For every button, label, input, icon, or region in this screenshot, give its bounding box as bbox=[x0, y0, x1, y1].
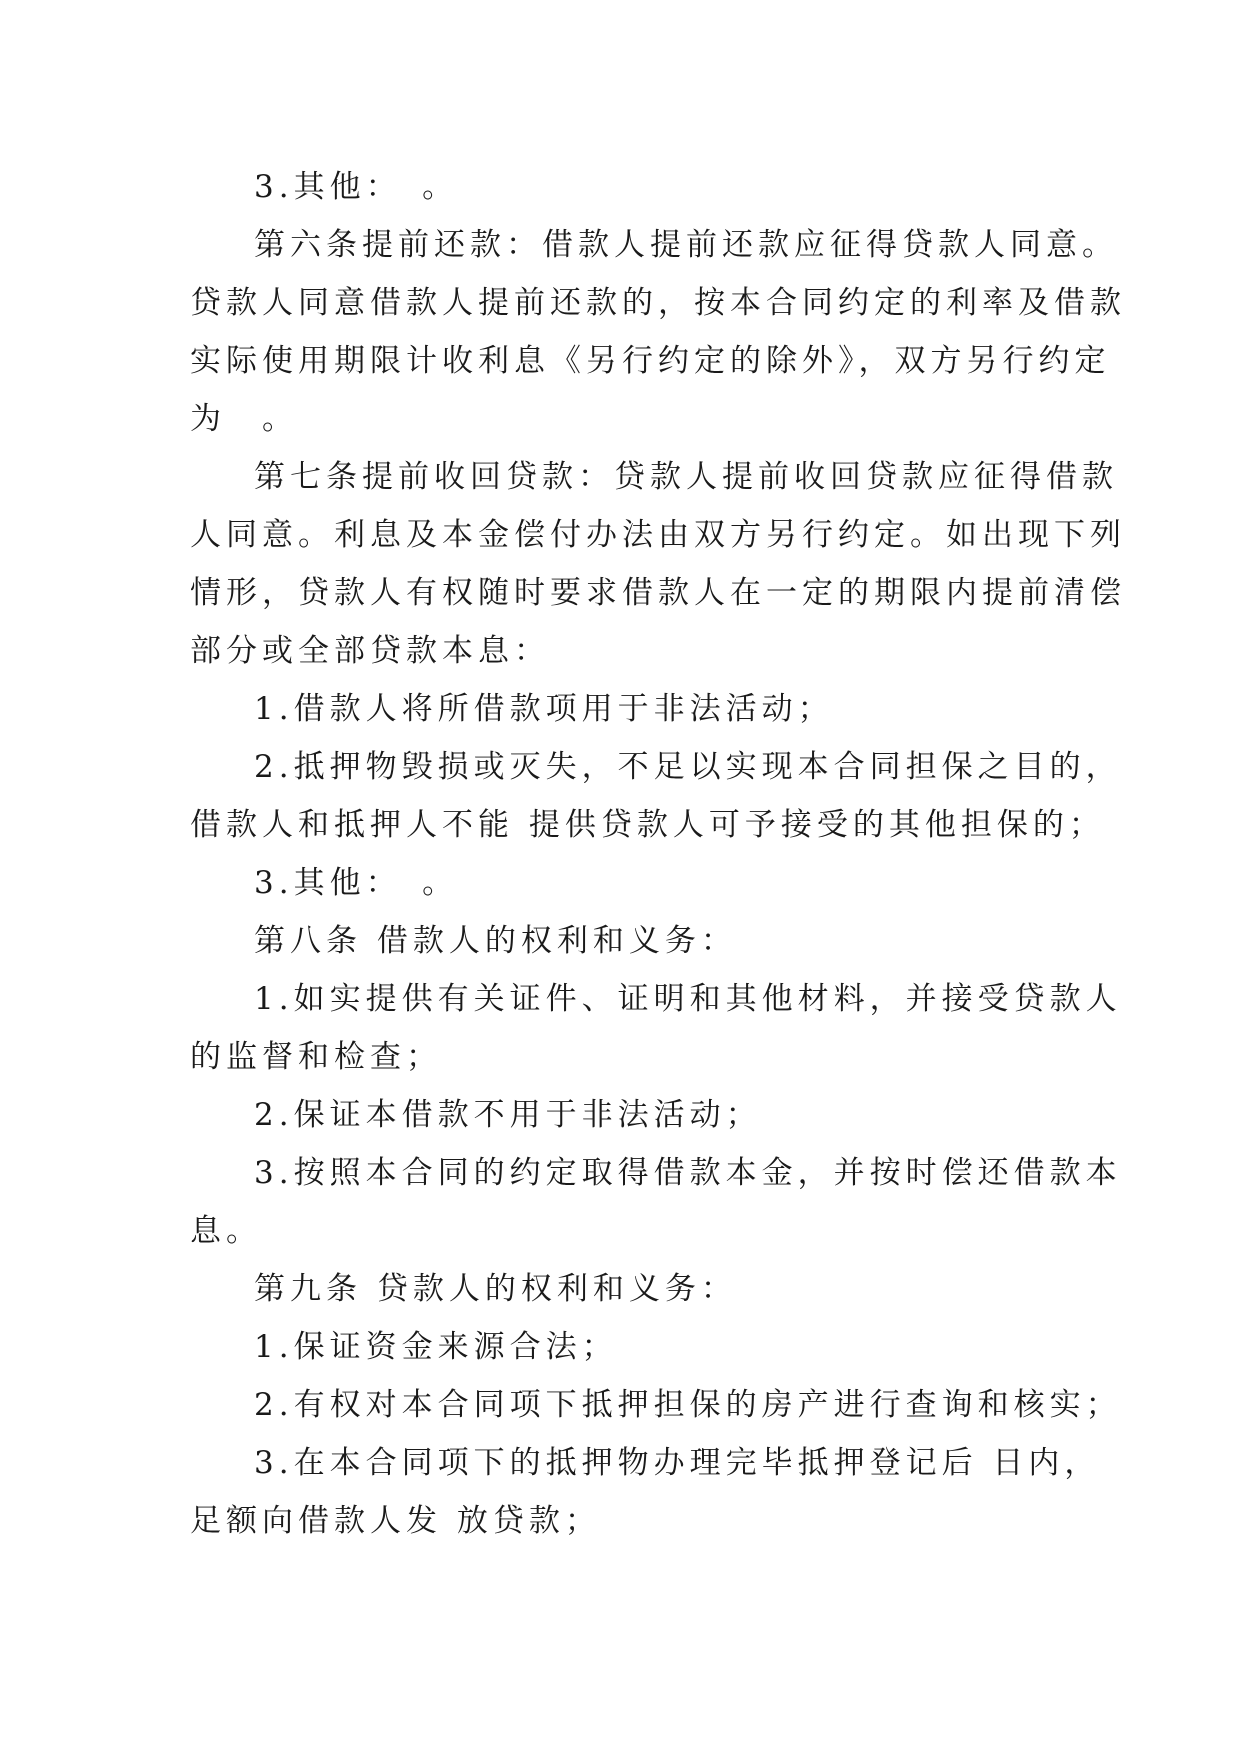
text-line: 3.其他： 。 bbox=[254, 169, 459, 205]
document-body bbox=[190, 158, 1126, 1550]
text-line: 第七条提前收回贷款：贷款人提前收回贷款应征得借款 bbox=[254, 459, 1118, 495]
text-line: 为 。 bbox=[190, 401, 298, 437]
text-line: 3.在本合同项下的抵押物办理完毕抵押登记后 日内， bbox=[254, 1445, 1101, 1481]
text-line: 借款人和抵押人不能 提供贷款人可予接受的其他担保的； bbox=[190, 807, 1105, 843]
text-line: 情形，贷款人有权随时要求借款人在一定的期限内提前清偿 bbox=[190, 575, 1126, 611]
text-line: 1.借款人将所借款项用于非法活动； bbox=[254, 691, 834, 727]
text-line: 的监督和检查； bbox=[190, 1039, 442, 1075]
text-line: 1.如实提供有关证件、证明和其他材料，并接受贷款人 bbox=[254, 981, 1122, 1017]
text-line: 3.按照本合同的约定取得借款本金，并按时偿还借款本 bbox=[254, 1155, 1122, 1191]
text-line: 2.保证本借款不用于非法活动； bbox=[254, 1097, 762, 1133]
text-line: 足额向借款人发 放贷款； bbox=[190, 1503, 601, 1539]
text-line: 部分或全部贷款本息： bbox=[190, 633, 550, 669]
text-line: 第八条 借款人的权利和义务： bbox=[254, 923, 737, 959]
text-line: 3.其他： 。 bbox=[254, 865, 459, 901]
text-line: 实际使用期限计收利息《另行约定的除外》，双方另行约定 bbox=[190, 343, 1111, 379]
text-line: 第六条提前还款：借款人提前还款应征得贷款人同意。 bbox=[254, 227, 1118, 263]
text-line: 贷款人同意借款人提前还款的，按本合同约定的利率及借款 bbox=[190, 285, 1126, 321]
text-line: 2.有权对本合同项下抵押担保的房产进行查询和核实； bbox=[254, 1387, 1122, 1423]
text-line: 第九条 贷款人的权利和义务： bbox=[254, 1271, 737, 1307]
text-line: 1.保证资金来源合法； bbox=[254, 1329, 618, 1365]
text-line: 2.抵押物毁损或灭失，不足以实现本合同担保之目的， bbox=[254, 749, 1122, 785]
text-line: 人同意。利息及本金偿付办法由双方另行约定。如出现下列 bbox=[190, 517, 1126, 553]
text-line: 息。 bbox=[190, 1213, 262, 1249]
